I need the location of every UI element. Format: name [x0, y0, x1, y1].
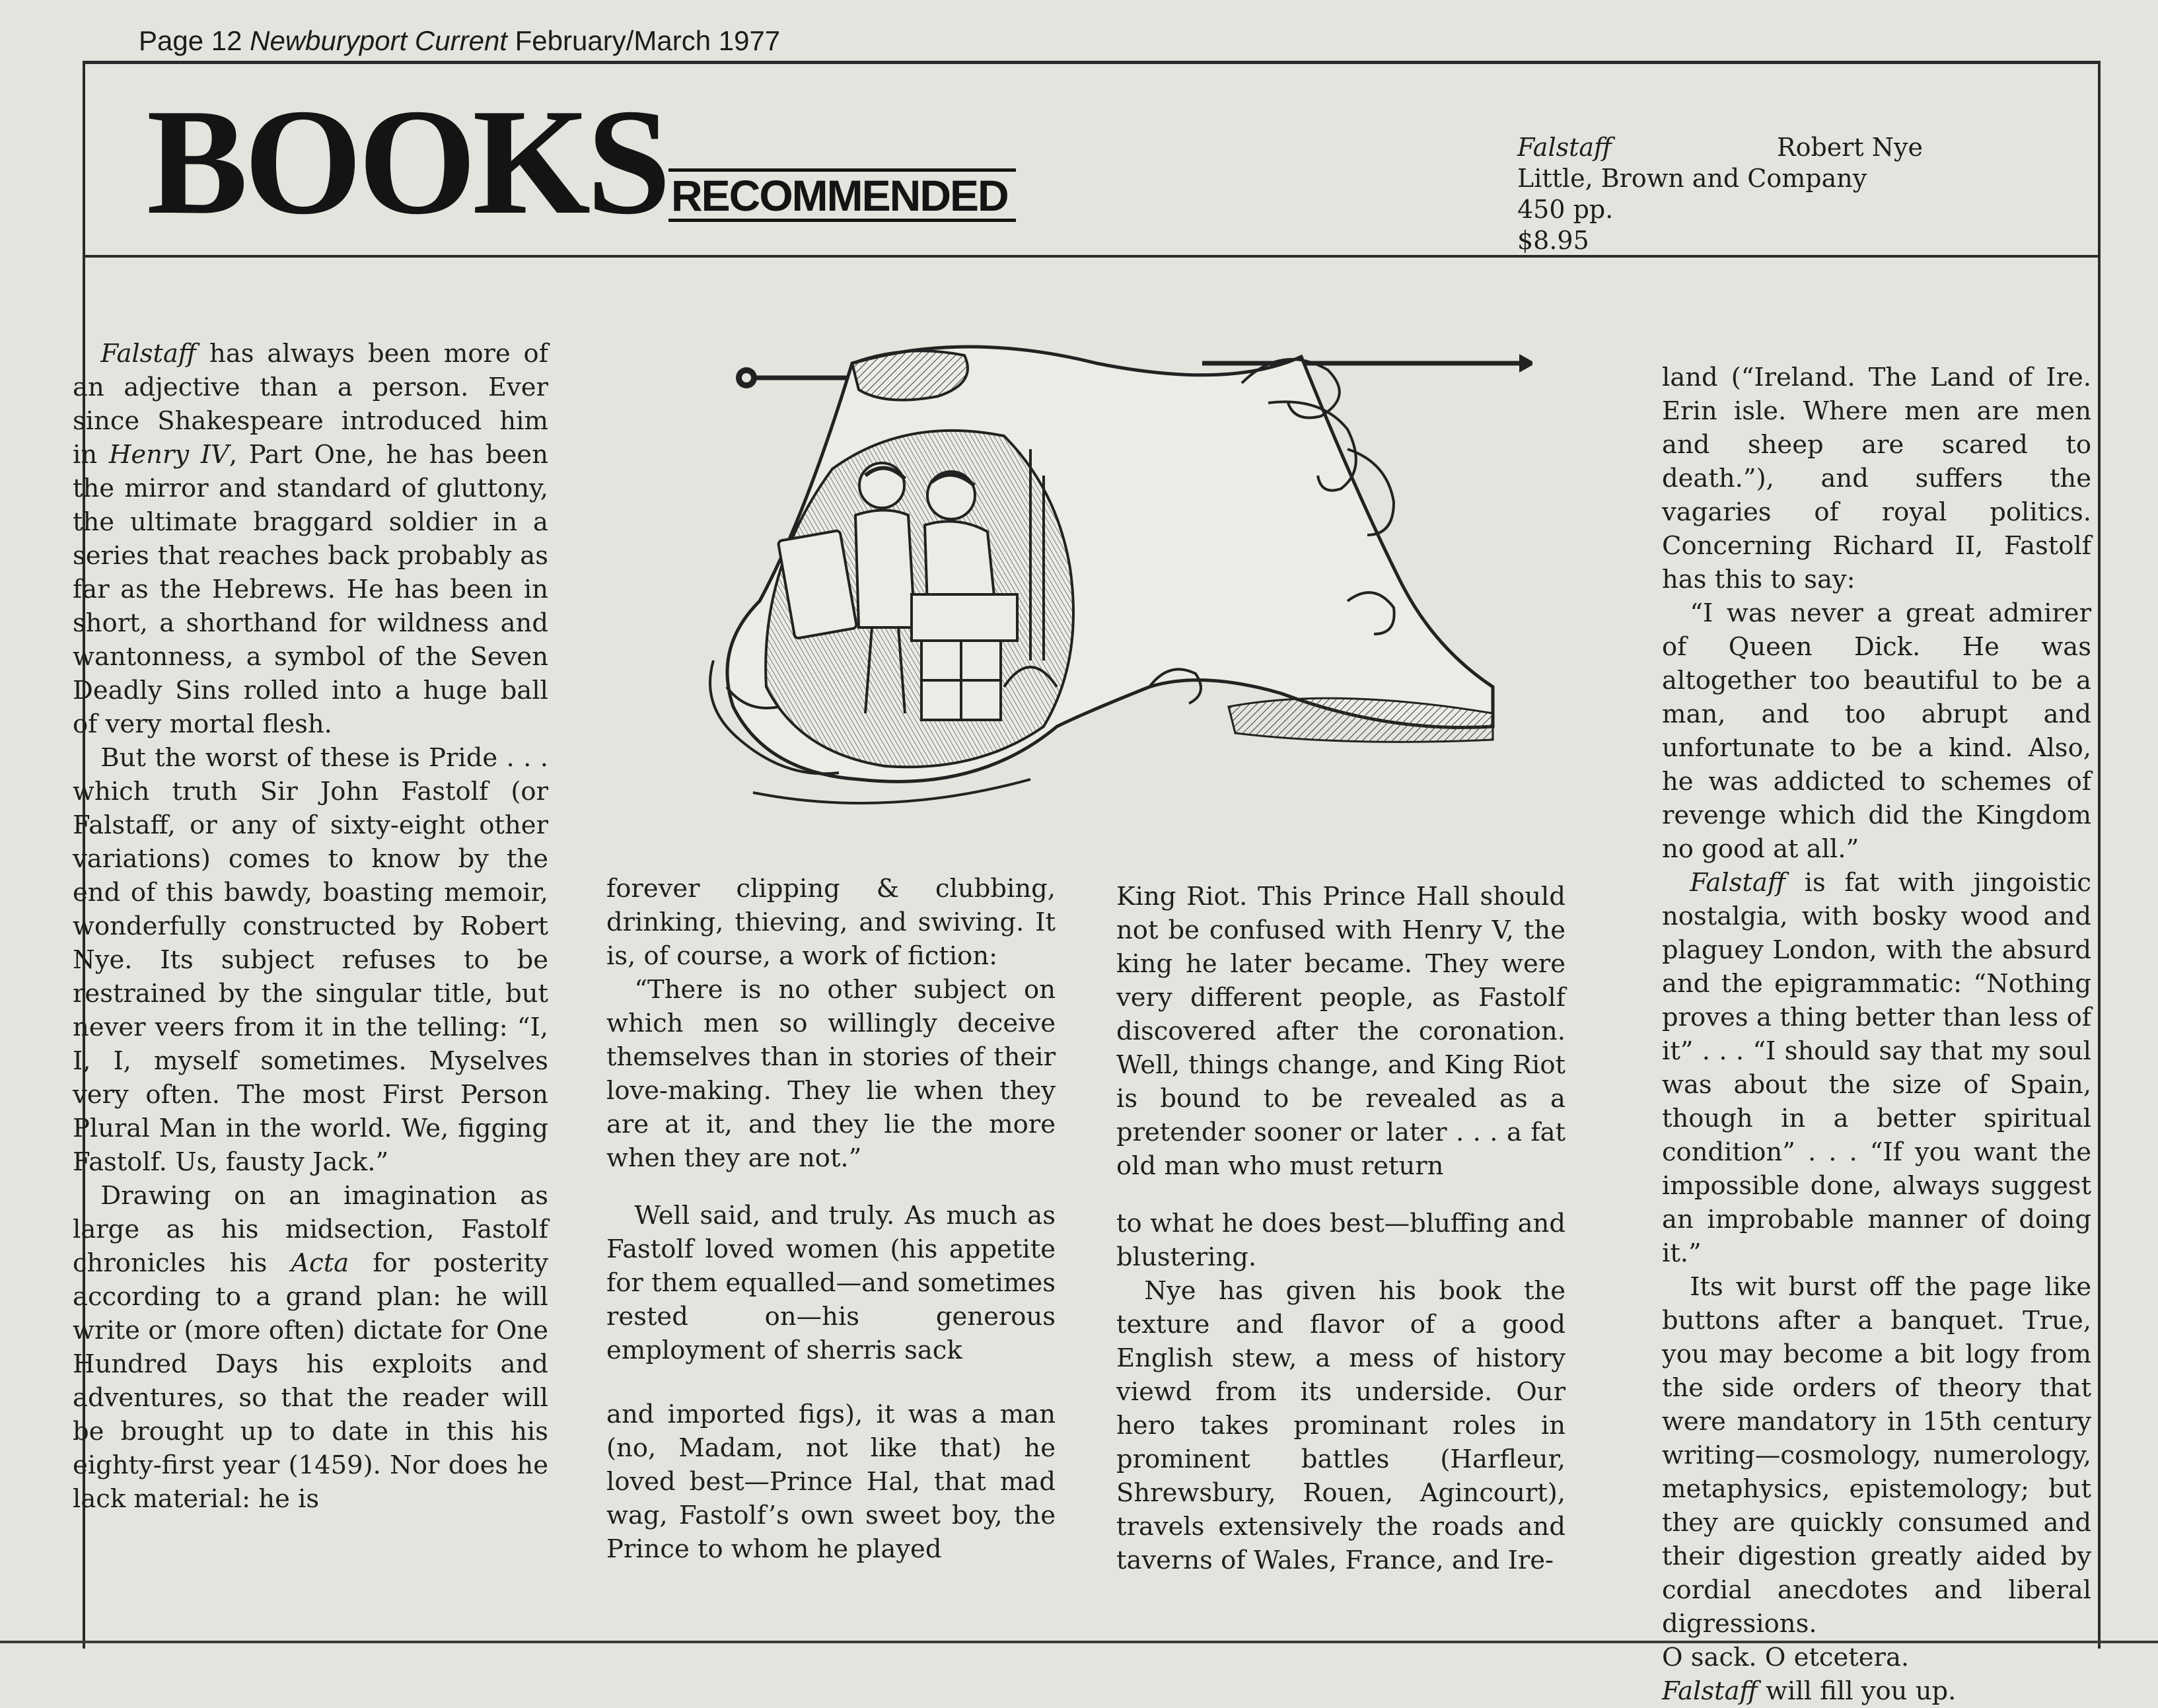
col1-book-title: Falstaff — [100, 339, 197, 369]
col2-paragraph-4: and imported figs), it was a man (no, Madam, not like that) he loved best—Prince Hal, that mad wag, Fastolf’s own sweet boy, the Prince to whom he played — [606, 1400, 1056, 1564]
col4-paragraph-5: O sack. O etcetera. — [1662, 1643, 1910, 1672]
col1-p1-text-b: , Part One, he has been the mirror and standard of gluttony, the ultimate braggard soldier in a series that reaches back probably as far as the Hebrews. He has been in short, a shorthand for wildness and wantonness, a symbol of the Seven Deadly Sins rolled into a huge ball of very mortal flesh. — [73, 440, 548, 739]
book-author: Robert Nye — [1776, 133, 1923, 162]
book-details — [1517, 132, 1923, 256]
frame-right-rule — [2098, 61, 2101, 1649]
col1-p1-text-a: has always been more of an adjective than a person. Ever since Shakespeare introduced him in — [73, 339, 548, 470]
scroll-engraving-icon — [687, 317, 1532, 845]
col1-p3-text-a: Drawing on an imagination as large as his midsection, Fastolf chronicles his — [73, 1181, 548, 1278]
col1-play-title: Henry IV — [108, 440, 229, 470]
section-subtitle: RECOMMENDED — [668, 168, 1016, 222]
article-column-1 — [73, 337, 548, 1516]
col4-p3-text: is fat with jingoistic nostalgia, with bosky wood and plaguey London, with the absurd and the epigrammatic: “Nothing proves a thing better than less of it” . . . “I should say that my soul was about the size of Spain, though in a better spiritual condition” . . . “If you want the impossible done, always suggest an improbable manner of doing it.” — [1662, 868, 2091, 1268]
book-price: $8.95 — [1517, 226, 1589, 255]
frame-top-rule — [83, 61, 2101, 64]
section-title: BOOKS — [147, 77, 668, 246]
col1-paragraph-3 — [73, 1179, 548, 1516]
col1-paragraph-1 — [73, 337, 548, 741]
col2-paragraph-1: forever clipping & clubbing, drinking, thieving, and swiving. It is, of course, a work of fiction: — [606, 874, 1056, 971]
col4-quote: “I was never a great admirer of Queen Dick. He was altogether too beautiful to be a man, and too abrupt and unfortunate to be a kind. Also, he was addicted to schemes of revenge which did the Kingdom no good at all.” — [1662, 598, 2091, 864]
page-header — [139, 25, 780, 57]
col1-paragraph-2: But the worst of these is Pride . . . which truth Sir John Fastolf (or Falstaff, or any of sixty-eight other variations) comes to know by the end of this bawdy, boasting memoir, wonderfully constructed by Robert Nye. Its subject refuses to be restrained by the singular title, but never veers from it in the telling: “I, I, I, myself sometimes. Myselves very often. The most First Person Plural Man in the world. We, figging Fastolf. Us, fausty Jack.” — [73, 743, 548, 1177]
col3-paragraph-1: King Riot. This Prince Hall should not be confused with Henry V, the king he later became. They were very different people, as Fastolf discovered after the coronation. Well, things change, and King Riot is bound to be revealed as a pretender sooner or later . . . a fat old man who must return — [1116, 882, 1565, 1181]
page-label: Page 12 — [139, 25, 242, 56]
article-column-4 — [1662, 361, 2091, 1708]
col4-book-title: Falstaff — [1690, 868, 1786, 898]
article-column-2 — [606, 872, 1056, 1566]
col4-paragraph-1: land (“Ireland. The Land of Ire. Erin isle. Where men are men and sheep are scared to death.”), and suffers the vagaries of royal politics. Concerning Richard II, Fastolf has this to say: — [1662, 363, 2091, 594]
article-column-3 — [1116, 880, 1565, 1577]
book-pages: 450 pp. — [1517, 195, 1614, 224]
col3-paragraph-3: Nye has given his book the texture and flavor of a good English stew, a mess of history viewd from its underside. Our hero takes prominant roles in prominent battles (Harfleur, Shrewsbury, Rouen, Agincourt), travels extensively the roads and taverns of Wales, France, and Ire- — [1116, 1276, 1565, 1575]
book-title: Falstaff — [1517, 133, 1612, 162]
col2-paragraph-3: Well said, and truly. As much as Fastolf loved women (his appetite for them equalled—and sometimes rested on—his generous employment of sherris sack — [606, 1201, 1056, 1365]
col2-quote: “There is no other subject on which men so willingly deceive themselves than in stories of their love-making. They lie when they are at it, and they lie the more when they are not.” — [606, 975, 1056, 1173]
col4-paragraph-6 — [1662, 1674, 2091, 1708]
col1-p3-text-b: for posterity according to a grand plan: he will write or (more often) dictate for One Hundred Days his exploits and adventures, so that the reader will be brought up to date in this his eighty-first year (1459). Nor does he lack material: he is — [73, 1248, 548, 1514]
publication-name: Newburyport Current — [250, 25, 507, 56]
col4-closing-title: Falstaff — [1662, 1676, 1758, 1706]
issue-date: February/March 1977 — [515, 25, 781, 56]
book-publisher: Little, Brown and Company — [1517, 164, 1867, 193]
col4-closing-text: will fill you up. — [1757, 1676, 1957, 1706]
col4-paragraph-3 — [1662, 866, 2091, 1270]
col1-acta: Acta — [291, 1248, 349, 1278]
book-title-row — [1517, 132, 1923, 163]
col4-paragraph-4: Its wit burst off the page like buttons after a banquet. True, you may become a bit logy from the side orders of theory that were mandatory in 15th century writing—cosmology, numerology, metaphysics, epistemology; but they are quickly consumed and their digestion greatly aided by cordial anecdotes and liberal digressions. — [1662, 1272, 2091, 1639]
col3-paragraph-2: to what he does best—bluffing and blustering. — [1116, 1209, 1565, 1272]
